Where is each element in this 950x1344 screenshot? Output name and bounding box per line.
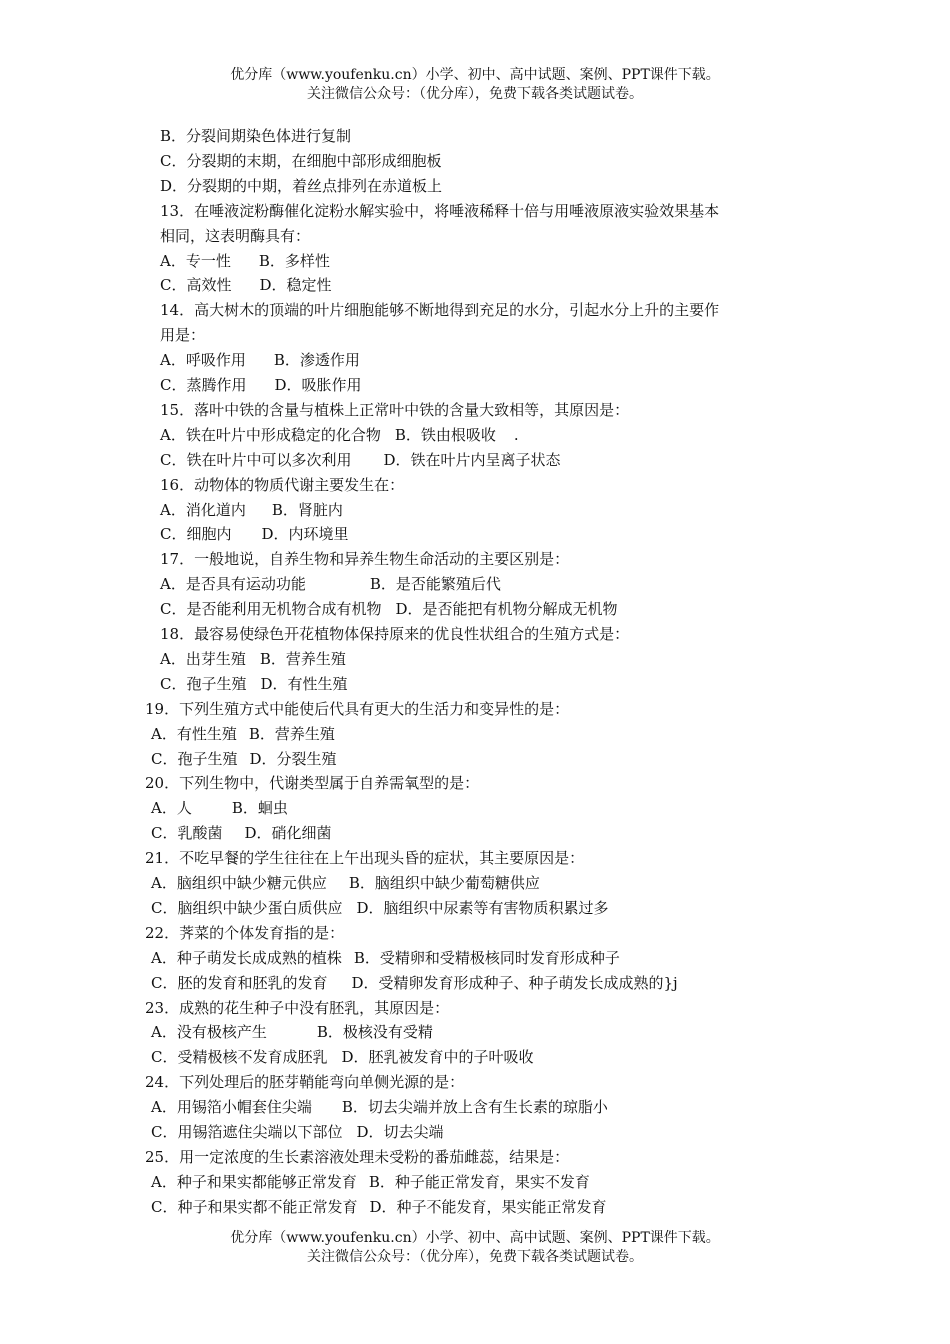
question-line <box>151 896 609 921</box>
line-text: 17．一般地说，自养生物和异养生物生命活动的主要区别是： <box>160 550 570 569</box>
option-text: . <box>513 425 519 444</box>
option-text: B．脑组织中缺少葡萄糖供应 <box>348 874 540 892</box>
question-line <box>160 423 519 448</box>
question-line <box>160 522 349 547</box>
question-line <box>151 1120 444 1145</box>
question-line <box>160 373 362 398</box>
line-text: C．孢子生殖 <box>160 674 247 693</box>
line-text: A．消化道内 <box>160 500 246 519</box>
line-text: C．高效性 <box>160 276 232 295</box>
option-text: B．营养生殖 <box>248 724 335 743</box>
option-text: B．铁由根吸收 <box>394 425 496 444</box>
option-text: D．胚乳被发育中的子叶吸收 <box>341 1048 534 1067</box>
question-line <box>160 597 618 622</box>
question-line <box>151 722 335 747</box>
question-line <box>151 796 288 821</box>
line-text: 19．下列生殖方式中能使后代具有更大的生活力和变异性的是： <box>145 699 570 718</box>
footer-line-2: 关注微信公众号：（优分库），免费下载各类试题试卷。 <box>307 1249 643 1265</box>
line-text: 21．不吃早餐的学生往往在上午出现头昏的症状，其主要原因是： <box>145 849 585 868</box>
question-line <box>160 547 569 572</box>
line-text: A．人 <box>151 799 192 818</box>
page-footer <box>0 1229 950 1267</box>
question-line <box>151 971 678 996</box>
line-text: 16．动物体的物质代谢主要发生在： <box>160 475 405 494</box>
line-text: 14．高大树木的顶端的叶片细胞能够不断地得到充足的水分，引起水分上升的主要作 <box>160 301 720 320</box>
option-text: B．渗透作用 <box>273 351 360 370</box>
question-line <box>160 149 441 174</box>
question-line <box>145 697 569 722</box>
line-text: A．呼吸作用 <box>160 351 246 370</box>
question-line <box>160 249 330 274</box>
option-text: B．切去尖端并放上含有生长素的琼脂小 <box>341 1098 608 1117</box>
question-line <box>151 1170 590 1195</box>
line-text: 用是： <box>160 326 206 345</box>
option-text: D．种子不能发育，果实能正常发育 <box>369 1197 607 1216</box>
line-text: C．乳酸菌 <box>151 824 223 843</box>
line-text: D．分裂期的中期，着丝点排列在赤道板上 <box>160 176 443 195</box>
question-line <box>145 921 344 946</box>
line-text: C．蒸腾作用 <box>160 376 247 394</box>
question-line <box>160 199 719 224</box>
line-text: A．是否具有运动功能 <box>160 575 306 594</box>
line-text: B．分裂间期染色体进行复制 <box>160 127 352 145</box>
question-line <box>151 747 337 772</box>
question-line <box>160 348 360 373</box>
line-text: C．受精极核不发育成胚乳 <box>151 1048 328 1067</box>
question-line <box>151 1045 534 1070</box>
question-line <box>160 622 629 647</box>
line-text: C．脑组织中缺少蛋白质供应 <box>151 898 343 917</box>
line-text: 13．在唾液淀粉酶催化淀粉水解实验中，将唾液稀释十倍与用唾液原液实验效果基本 <box>160 201 720 220</box>
question-line <box>151 946 620 971</box>
line-text: C．孢子生殖 <box>151 749 238 768</box>
question-line <box>160 323 205 348</box>
line-text: 22．荠菜的个体发育指的是： <box>145 923 345 942</box>
line-text: 24．下列处理后的胚芽鞘能弯向单侧光源的是： <box>145 1073 465 1092</box>
question-line <box>151 1095 608 1120</box>
option-text: B．肾脏内 <box>271 500 343 519</box>
option-text: D．是否能把有机物分解成无机物 <box>395 600 618 619</box>
page-header <box>0 66 950 104</box>
question-line <box>151 871 540 896</box>
question-line <box>160 572 501 597</box>
question-line <box>151 821 332 846</box>
line-text: A．铁在叶片中形成稳定的化合物 <box>160 425 381 444</box>
question-line <box>160 448 561 473</box>
option-text: B．种子能正常发育，果实不发育 <box>368 1172 590 1191</box>
option-text: D．内环境里 <box>261 525 349 544</box>
question-line <box>145 1070 464 1095</box>
line-text: A．专一性 <box>160 251 231 270</box>
question-line <box>145 771 479 796</box>
line-text: C．铁在叶片中可以多次利用 <box>160 450 352 469</box>
line-text: A．种子和果实都能够正常发育 <box>151 1172 357 1191</box>
option-text: B．受精卵和受精极核同时发育形成种子 <box>353 948 620 967</box>
question-line <box>160 473 404 498</box>
line-text: A．出芽生殖 <box>160 649 246 668</box>
question-line <box>160 672 348 697</box>
header-line-1: 优分库（www.youfenku.cn）小学、初中、高中试题、案例、PPT课件下载。 <box>230 67 720 83</box>
option-text: B．营养生殖 <box>259 649 346 668</box>
question-line <box>145 1145 569 1170</box>
option-text: D．硝化细菌 <box>244 824 332 843</box>
line-text: A．脑组织中缺少糖元供应 <box>151 874 327 892</box>
line-text: A．有性生殖 <box>151 724 237 743</box>
question-line <box>145 846 584 871</box>
option-text: D．脑组织中尿素等有害物质积累过多 <box>356 898 609 917</box>
option-text: D．受精卵发育形成种子、种子萌发长成成熟的}j <box>351 973 678 992</box>
option-text: D．分裂生殖 <box>249 749 337 768</box>
line-text: C．细胞内 <box>160 525 232 544</box>
option-text: D．吸胀作用 <box>274 376 362 394</box>
question-line <box>160 647 346 672</box>
question-line <box>145 996 449 1021</box>
question-line <box>160 273 332 298</box>
question-line <box>160 498 343 523</box>
option-text: D．稳定性 <box>259 276 332 295</box>
header-line-2: 关注微信公众号：（优分库），免费下载各类试题试卷。 <box>307 86 643 102</box>
line-text: 23．成熟的花生种子中没有胚乳，其原因是： <box>145 998 450 1017</box>
line-text: A．种子萌发长成成熟的植株 <box>151 948 342 967</box>
line-text: A．用锡箔小帽套住尖端 <box>151 1098 312 1117</box>
line-text: A．没有极核产生 <box>151 1023 267 1042</box>
question-line <box>151 1195 607 1220</box>
option-text: D．铁在叶片内呈离子状态 <box>383 450 561 469</box>
option-text: B．蛔虫 <box>231 799 288 818</box>
question-line <box>160 298 719 323</box>
question-line <box>160 398 629 423</box>
option-text: B．极核没有受精 <box>316 1023 433 1042</box>
option-text: B．多样性 <box>258 251 330 270</box>
line-text: C．种子和果实都不能正常发育 <box>151 1197 358 1216</box>
line-text: 相同，这表明酶具有： <box>160 226 311 245</box>
question-line <box>160 124 351 149</box>
line-text: 18．最容易使绿色开花植物体保持原来的优良性状组合的生殖方式是： <box>160 625 630 643</box>
line-text: C．用锡箔遮住尖端以下部位 <box>151 1123 343 1141</box>
option-text: B．是否能繁殖后代 <box>369 575 501 594</box>
line-text: C．胚的发育和胚乳的发育 <box>151 973 328 992</box>
question-line <box>160 224 310 249</box>
line-text: C．分裂期的末期，在细胞中部形成细胞板 <box>160 151 442 170</box>
question-line <box>151 1020 433 1045</box>
line-text: 15．落叶中铁的含量与植株上正常叶中铁的含量大致相等，其原因是： <box>160 400 630 419</box>
line-text: C．是否能利用无机物合成有机物 <box>160 600 382 619</box>
line-text: 20．下列生物中，代谢类型属于自养需氧型的是： <box>145 774 480 793</box>
line-text: 25．用一定浓度的生长素溶液处理未受粉的番茄雌蕊，结果是： <box>145 1147 570 1166</box>
footer-line-1: 优分库（www.youfenku.cn）小学、初中、高中试题、案例、PPT课件下载。 <box>230 1230 720 1246</box>
option-text: D．有性生殖 <box>260 674 348 693</box>
option-text: D．切去尖端 <box>356 1123 444 1141</box>
question-line <box>160 174 442 199</box>
